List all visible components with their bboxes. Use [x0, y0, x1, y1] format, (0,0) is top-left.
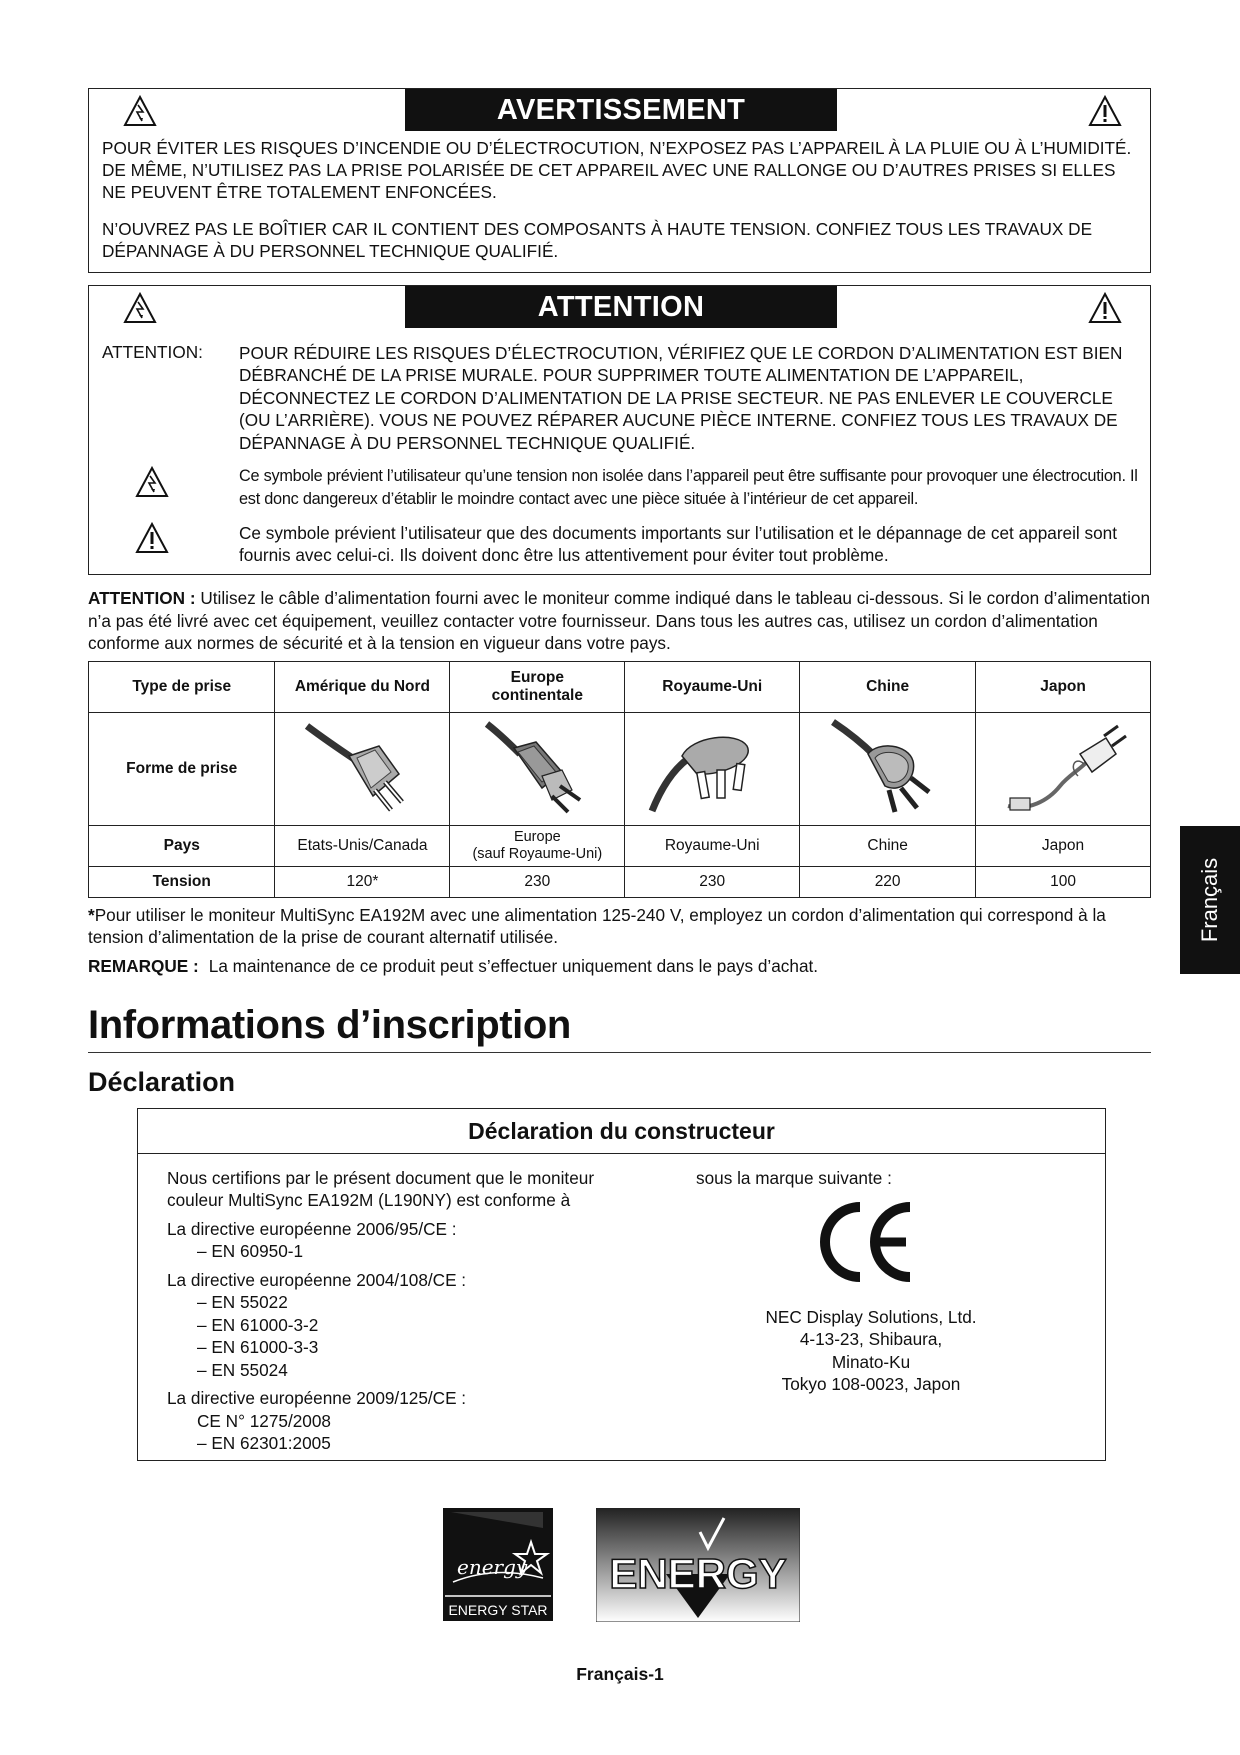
directive-item: – EN 55024 [197, 1359, 288, 1380]
table-cell: 230 [625, 866, 800, 897]
note-text: Utilisez le câble d’alimentation fourni avec le moniteur comme indiqué dans le tableau ci-dessous. Si le cordon d’alimentation n’a pas été livré avec cet équipement, veuillez contacter votre fournisseur. Dans tous les autres cas, utilisez un cordon d’alimentation conforme aux normes de sécurité et à la tension en vigueur dans votre pays. [88, 588, 1151, 653]
energy-star-script: energy [457, 1555, 528, 1579]
directive-item: – EN 61000-3-3 [197, 1337, 319, 1357]
directive-item: CE N° 1275/2008 [197, 1410, 331, 1431]
energy-star-label: ENERGY STAR [448, 1602, 548, 1618]
subsection-title: Déclaration [88, 1066, 236, 1097]
page-content [88, 88, 1151, 1461]
manufacturer-address [696, 1306, 1046, 1396]
warning-paragraph-2: N’OUVREZ PAS LE BOÎTIER CAR IL CONTIENT DES COMPOSANTS À HAUTE TENSION. CONFIEZ TOUS LES TRAVAUX DE DÉPANNAGE À DU PERSONNEL TECHNIQUE QUALIFIÉ. [102, 219, 1093, 261]
address-line: Minato-Ku [831, 1351, 911, 1372]
energy-word: ENERGY [609, 1550, 787, 1597]
china-plug-icon [813, 716, 963, 816]
plug-cell [275, 712, 450, 825]
address-line: NEC Display Solutions, Ltd. [765, 1306, 977, 1327]
row-label-country: Pays [89, 825, 275, 866]
uk-plug-icon [637, 716, 787, 816]
declaration-box [137, 1108, 1106, 1461]
table-row [89, 825, 1151, 866]
attention-label: ATTENTION: [102, 342, 203, 362]
table-header: Japon [976, 661, 1151, 712]
ce-mark-icon [816, 1199, 916, 1285]
plug-cell [450, 712, 625, 825]
exclamation-warning-icon [1088, 95, 1122, 127]
directive-1: La directive européenne 2006/95/CE : [167, 1218, 457, 1239]
attention-box [88, 285, 1151, 575]
table-header: Chine [800, 661, 976, 712]
section-title: Informations d’inscription [88, 1003, 1151, 1053]
plug-cell [800, 712, 976, 825]
table-header-text: Europe continentale [491, 668, 583, 704]
footnote [88, 904, 1151, 949]
remark [88, 956, 1151, 977]
lightning-warning-icon [135, 466, 169, 498]
brand-intro: sous la marque suivante : [696, 1167, 892, 1188]
footnote-text: Pour utiliser le moniteur MultiSync EA192M avec une alimentation 125-240 V, employez un cordon d’alimentation qui correspond à la tension d’alimentation de la prise de courant alternatif utilisée. [88, 904, 1106, 947]
japan-plug-icon [988, 716, 1138, 816]
lightning-warning-icon [123, 95, 157, 127]
warning-box [88, 88, 1151, 273]
table-row [89, 866, 1151, 897]
exclamation-warning-icon [1088, 292, 1122, 324]
table-cell: Etats-Unis/Canada [275, 825, 450, 866]
table-cell: Chine [800, 825, 976, 866]
cell-line: Europe [513, 828, 561, 845]
symbol-2-description: Ce symbole prévient l’utilisateur que des documents importants sur l’utilisation et le dépannage de cet appareil sont fournis avec celui-ci. Ils doivent donc être lus attentivement pour éviter tout problème. [239, 523, 1118, 565]
warning-title: AVERTISSEMENT [405, 89, 837, 131]
remark-text: La maintenance de ce produit peut s’effectuer uniquement dans le pays d’achat. [208, 955, 819, 976]
table-header [450, 661, 625, 712]
row-label-voltage: Tension [89, 866, 275, 897]
plug-cell [976, 712, 1151, 825]
table-cell: 100 [976, 866, 1151, 897]
plug-cell [625, 712, 800, 825]
table-header: Amérique du Nord [275, 661, 450, 712]
plug-table [88, 661, 1151, 898]
declaration-title: Déclaration du constructeur [138, 1109, 1105, 1154]
directive-2: La directive européenne 2004/108/CE : [167, 1269, 467, 1290]
address-line: Tokyo 108-0023, Japon [781, 1374, 961, 1394]
attention-title: ATTENTION [405, 286, 837, 328]
table-cell [450, 825, 625, 866]
attention-text: POUR RÉDUIRE LES RISQUES D’ÉLECTROCUTION, VÉRIFIEZ QUE LE CORDON D’ALIMENTATION EST BIEN DÉBRANCHÉ DE LA PRISE MURALE. POUR SUPPRIMER TOUTE ALIMENTATION DE L’APPAREIL, DÉCONNECTEZ LE CORDON D’ALIMENTATION DE LA PRISE SECTEUR. NE PAS ENLEVER LE COUVERCLE (OU L’ARRIÈRE). VOUS NE POUVEZ RÉPARER AUCUNE PIÈCE INTERNE. CONFIEZ TOUS LES TRAVAUX DE DÉPANNAGE À DU PERSONNEL TECHNIQUE QUALIFIÉ. [239, 343, 1123, 453]
row-label-shape: Forme de prise [89, 712, 275, 825]
table-row [89, 661, 1151, 712]
cell-line: (sauf Royaume-Uni) [472, 845, 603, 862]
warning-paragraph-1: POUR ÉVITER LES RISQUES D’INCENDIE OU D’ÉLECTROCUTION, N’EXPOSEZ PAS L’APPAREIL À LA PLUIE OU À L’HUMIDITÉ. DE MÊME, N’UTILISEZ PAS LA PRISE POLARISÉE DE CET APPAREIL AVEC UNE RALLONGE OU D’AUTRES PRISES SI ELLES NE PEUVENT ÊTRE TOTALEMENT ENFONCÉES. [102, 138, 1132, 202]
side-tab-label: Français [1197, 857, 1222, 943]
table-header: Royaume-Uni [625, 661, 800, 712]
declaration-left-column [167, 1167, 637, 1455]
table-cell: Japon [976, 825, 1151, 866]
language-side-tab[interactable] [1180, 826, 1240, 974]
north-america-plug-icon [287, 716, 437, 816]
directive-item: – EN 55022 [197, 1292, 288, 1312]
directive-item: – EN 60950-1 [197, 1241, 304, 1261]
note-label: ATTENTION : [88, 588, 196, 608]
page-number: Français-1 [576, 1664, 664, 1684]
table-cell: 230 [450, 866, 625, 897]
table-row [89, 712, 1151, 825]
address-line: 4-13-23, Shibaura, [799, 1329, 943, 1349]
footnote-star: * [88, 904, 95, 925]
directive-3: La directive européenne 2009/125/CE : [167, 1388, 467, 1408]
energy-star-logo [443, 1508, 553, 1621]
europe-plug-icon [462, 716, 612, 816]
table-cell: Royaume-Uni [625, 825, 800, 866]
table-cell: 220 [800, 866, 976, 897]
symbol-1-description: Ce symbole prévient l’utilisateur qu’une tension non isolée dans l’appareil peut être suffisante pour provoquer une électrocution. Il est donc dangereux d’établir le moindre contact avec une pièce située à l’intérieur de cet appareil. [239, 467, 1138, 508]
exclamation-warning-icon [135, 522, 169, 554]
remark-label: REMARQUE : [88, 955, 199, 976]
declaration-intro: Nous certifions par le présent document que le moniteur couleur MultiSync EA192M (L190NY) est conforme à [167, 1167, 595, 1210]
lightning-warning-icon [123, 292, 157, 324]
power-cord-note [88, 587, 1151, 655]
directive-item: – EN 61000-3-2 [197, 1314, 319, 1335]
directive-item: – EN 62301:2005 [197, 1433, 331, 1453]
table-cell: 120* [275, 866, 450, 897]
table-header: Type de prise [89, 661, 275, 712]
energy-logo [596, 1508, 800, 1622]
